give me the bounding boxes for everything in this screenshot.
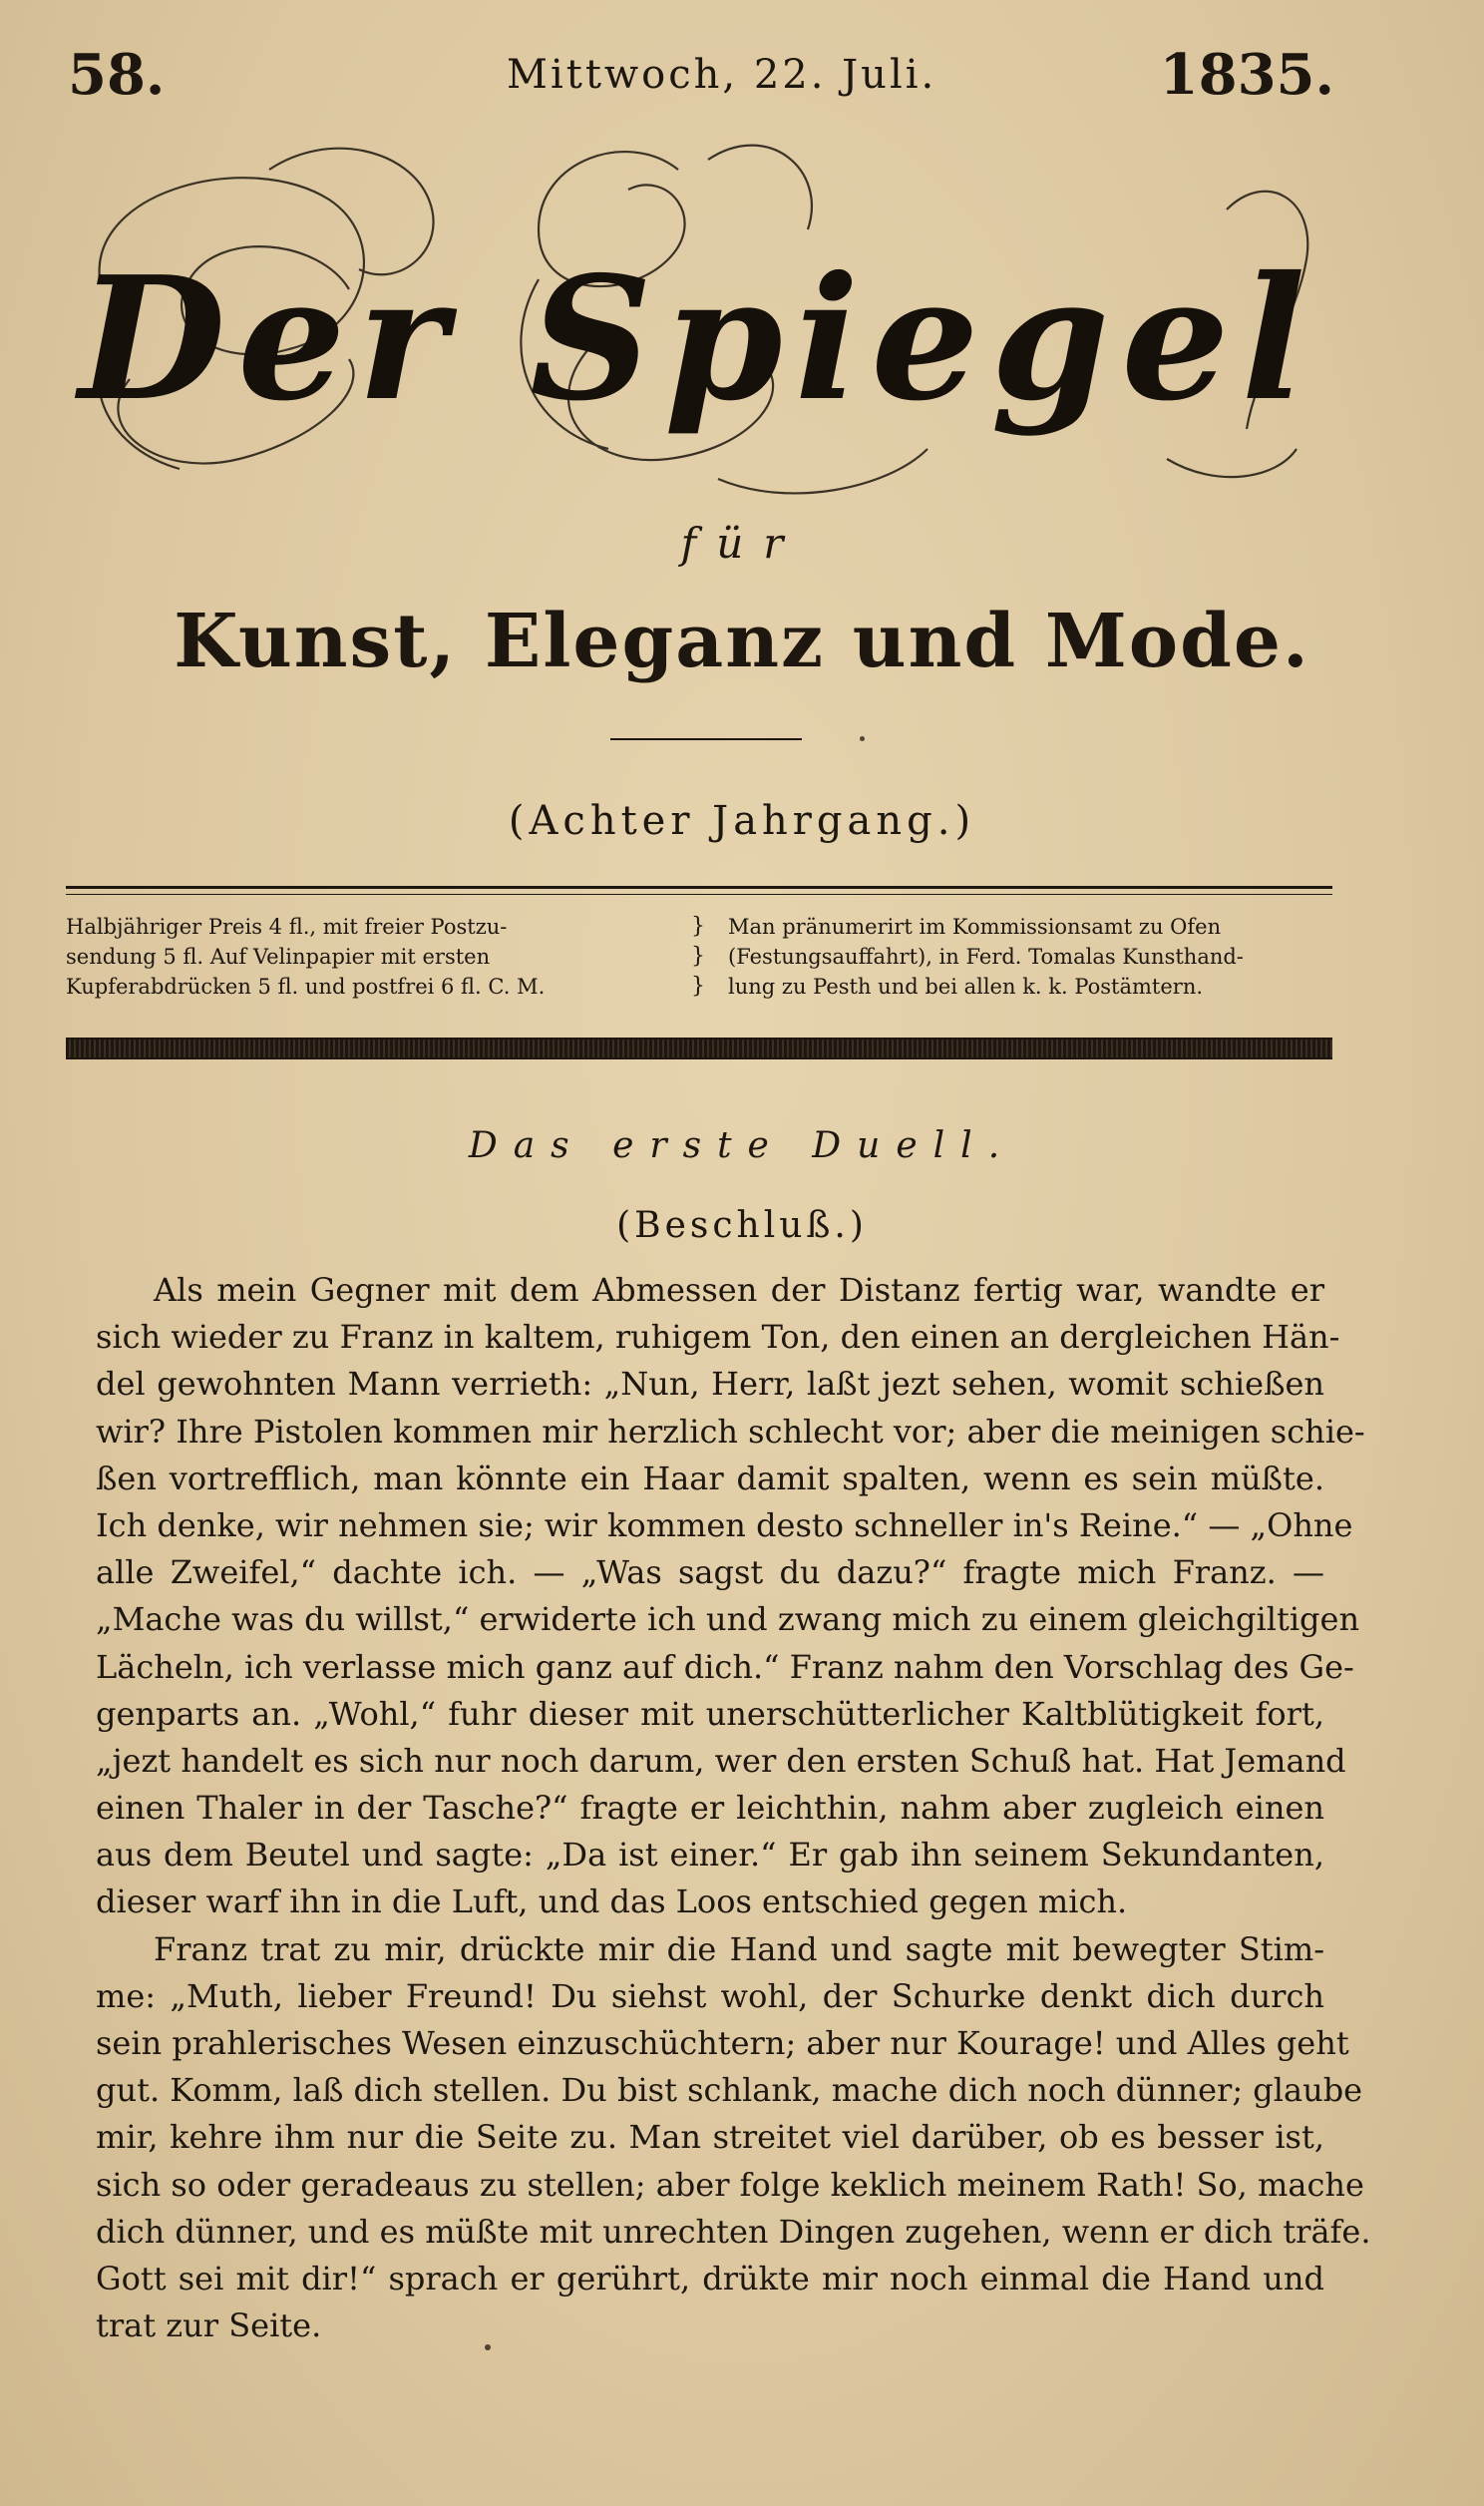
subscription-right-line: (Festungsauffahrt), in Ferd. Tomalas Kunsthand- <box>728 945 1244 969</box>
subscription-info <box>66 912 1332 1012</box>
text-line: dieser warf ihn in die Luft, und das Loos entschied gegen mich. <box>96 1882 1128 1921</box>
text-line: dich dünner, und es müßte mit unrechten Dingen zugehen, wenn er dich träfe. <box>96 2212 1371 2251</box>
subscription-left-line: sendung 5 fl. Auf Velinpapier mit ersten <box>66 945 491 969</box>
issue-year: 1835. <box>1159 42 1334 108</box>
text-line: wir? Ihre Pistolen kommen mir herzlich schlecht vor; aber die meinigen schie- <box>96 1412 1365 1451</box>
text-line: genparts an. „Wohl,“ fuhr dieser mit unerschütterlicher Kaltblütigkeit fort, <box>96 1694 1324 1733</box>
text-line: „jezt handelt es sich nur noch darum, wer den ersten Schuß hat. Hat Jemand <box>96 1741 1346 1780</box>
text-line: sich wieder zu Franz in kaltem, ruhigem Ton, den einen an dergleichen Hän- <box>96 1318 1340 1357</box>
subscription-left-line: Kupferabdrücken 5 fl. und postfrei 6 fl. C. M. <box>66 975 546 999</box>
brace-divider-icon: } } } <box>691 914 705 999</box>
rule-bottom <box>66 1038 1332 1059</box>
ink-speck <box>485 2344 491 2350</box>
text-line: alle Zweifel,“ dachte ich. — „Was sagst du dazu?“ fragte mich Franz. — <box>96 1553 1324 1592</box>
article-body <box>96 1267 1371 2349</box>
article-paragraph <box>96 1926 1371 2350</box>
text-line: aus dem Beutel und sagte: „Da ist einer.“ Er gab ihn seinem Sekundanten, <box>96 1836 1324 1875</box>
masthead-subtitle: Kunst, Eleganz und Mode. <box>174 599 1310 684</box>
text-line: ßen vortrefflich, man könnte ein Haar damit spalten, wenn es sein müßte. <box>96 1459 1324 1497</box>
text-line: trat zur Seite. <box>96 2306 322 2345</box>
rule-top <box>66 886 1332 889</box>
text-line: sich so oder geradeaus zu stellen; aber folge keklich meinem Rath! So, mache <box>96 2165 1364 2204</box>
text-line: mir, kehre ihm nur die Seite zu. Man streitet viel darüber, ob es besser ist, <box>96 2118 1324 2157</box>
text-line: del gewohnten Mann verrieth: „Nun, Herr, laßt jezt sehen, womit schießen <box>96 1365 1324 1404</box>
masthead <box>70 130 1326 509</box>
text-line: Lächeln, ich verlasse mich ganz auf dich.“ Franz nahm den Vorschlag des Ge- <box>96 1647 1354 1686</box>
subscription-left-line: Halbjähriger Preis 4 fl., mit freier Postzu- <box>66 915 508 939</box>
text-line: gut. Komm, laß dich stellen. Du bist schlank, mache dich noch dünner; glaube <box>96 2071 1363 2110</box>
text-line: „Mache was du willst,“ erwiderte ich und zwang mich zu einem gleichgiltigen <box>96 1600 1360 1639</box>
issue-number: 58. <box>68 42 166 108</box>
ink-speck <box>860 736 865 741</box>
issue-date: Mittwoch, 22. Juli. <box>507 52 937 98</box>
article-title: Das erste Duell. <box>468 1125 1016 1166</box>
subscription-location <box>728 912 1332 1002</box>
title-divider <box>610 738 802 740</box>
text-line: einen Thaler in der Tasche?“ fragte er leichthin, nahm aber zugleich einen <box>96 1789 1324 1828</box>
edition-label: (Achter Jahrgang.) <box>508 798 976 844</box>
text-line: Als mein Gegner mit dem Abmessen der Distanz fertig war, wandte er <box>154 1271 1324 1309</box>
text-line: me: „Muth, lieber Freund! Du siehst wohl, der Schurke denkt dich durch <box>96 1976 1324 2015</box>
masthead-title: Der Spiegel <box>78 239 1318 439</box>
article-subtitle: (Beschluß.) <box>616 1205 868 1246</box>
subscription-right-line: lung zu Pesth und bei allen k. k. Postämtern. <box>728 975 1204 999</box>
subscription-right-line: Man pränumerirt im Kommissionsamt zu Ofen <box>728 915 1222 939</box>
issue-header <box>68 42 1334 122</box>
text-line: sein prahlerisches Wesen einzuschüchtern; aber nur Kourage! und Alles geht <box>96 2024 1349 2062</box>
text-line: Franz trat zu mir, drückte mir die Hand und sagte mit bewegter Stim- <box>154 1929 1324 1968</box>
text-line: Gott sei mit dir!“ sprach er gerührt, drükte mir noch einmal die Hand und <box>96 2259 1324 2297</box>
subscription-price <box>66 912 664 1002</box>
masthead-fuer: für <box>680 519 804 568</box>
article-paragraph <box>96 1267 1365 1926</box>
rule-top-thin <box>66 894 1332 895</box>
text-line: Ich denke, wir nehmen sie; wir kommen desto schneller in's Reine.“ — „Ohne <box>96 1505 1353 1544</box>
